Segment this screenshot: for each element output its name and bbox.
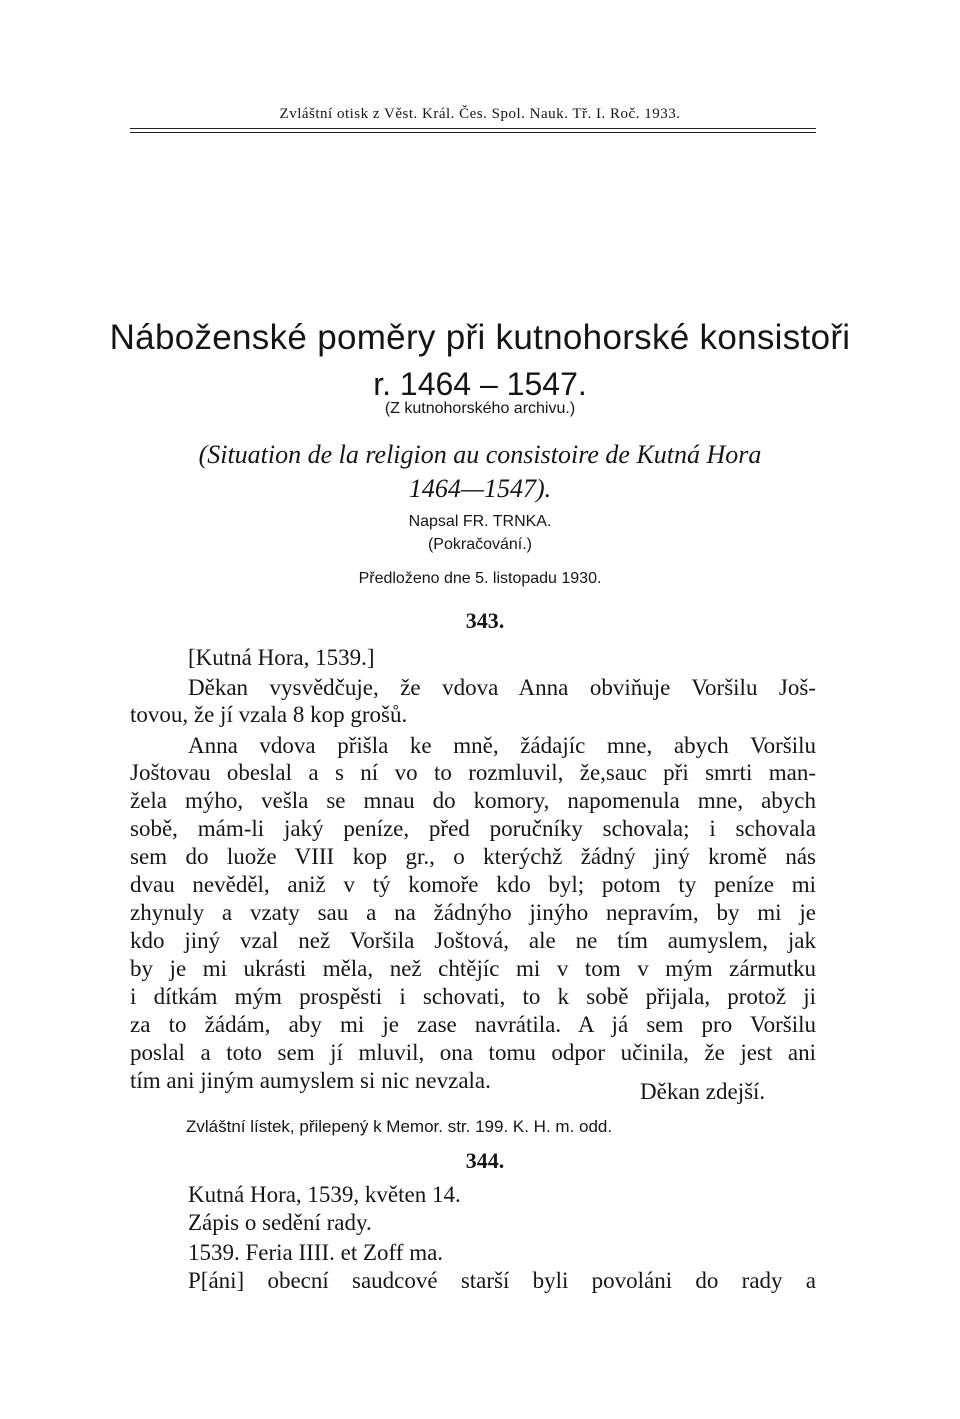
body-line-9: by je mi ukrásti měla, než chtějíc mi v tom v mým zármutku (130, 956, 816, 981)
offprint-note: Zvláštní otisk z Věst. Král. Čes. Spol. Nauk. Tř. I. Roč. 1933. (279, 106, 681, 122)
body-line-6: dvau nevěděl, aniž v tý komoře kdo byl; potom ty peníze mi (130, 872, 816, 897)
body-line-13: tím ani jiným aumyslem si nic nevzala. (130, 1068, 491, 1093)
body-line-11: za to žádám, aby mi je zase navrátila. A já sem pro Voršilu (130, 1012, 816, 1037)
french-title: (Situation de la religion au consistoire de Kutná Hora (198, 440, 762, 469)
author-line: Napsal FR. TRNKA. (408, 513, 552, 530)
header-rule-bottom (130, 132, 816, 133)
text-line-344: P[áni] obecní saudcové starší byli povoláni do rady a (188, 1268, 816, 1293)
record-title-344: Zápis o sedění rady. (188, 1210, 372, 1235)
body-line-1: Anna vdova přišla ke mně, žádajíc mne, abych Voršilu (188, 733, 816, 758)
article-title-years: r. 1464 – 1547. (373, 366, 587, 402)
header-rule-top (130, 128, 816, 129)
continuation-note: (Pokračování.) (427, 536, 533, 553)
source-note-343: Zvláštní lístek, přilepený k Memor. str. 199. K. H. m. odd. (186, 1117, 613, 1136)
signature-dean: Děkan zdejší. (640, 1079, 766, 1104)
body-line-3: žela mýho, vešla se mnau do komory, napomenula mne, abych (130, 788, 816, 813)
presented-date: Předloženo dne 5. listopadu 1930. (358, 570, 602, 587)
place-date-344: Kutná Hora, 1539, květen 14. (188, 1182, 461, 1207)
body-line-5: sem do luože VIII kop gr., o kterýchž žádný jiný kromě nás (130, 844, 816, 869)
french-title-years: 1464—1547). (408, 474, 552, 503)
body-line-4: sobě, mám-li jaký peníze, před poručníky schovala; i schovala (130, 816, 816, 841)
place-date-343: [Kutná Hora, 1539.] (188, 645, 375, 670)
document-number-343: 343. (465, 608, 505, 633)
body-line-7: zhynuly a vzaty sau a na žádnýho jinýho nepravím, by mi je (130, 900, 816, 925)
date-line-344: 1539. Feria IIII. et Zoff ma. (188, 1240, 444, 1265)
document-number-344: 344. (465, 1148, 505, 1173)
body-line-10: i dítkám mým prospěsti i schovati, to k sobě přijala, protož ji (130, 984, 816, 1009)
article-title: Náboženské poměry při kutnohorské konsistoři (109, 318, 851, 357)
summary-line-2: tovou, že jí vzala 8 kop grošů. (130, 702, 408, 727)
summary-line-1: Děkan vysvědčuje, že vdova Anna obviňuje Voršilu Još- (188, 675, 816, 700)
body-line-2: Joštovau obeslal a s ní vo to rozmluvil, že,sauc při smrti man- (130, 760, 816, 785)
archive-source: (Z kutnohorského archivu.) (384, 400, 576, 417)
body-line-12: poslal a toto sem jí mluvil, ona tomu odpor učinila, že jest ani (130, 1040, 816, 1065)
body-line-8: kdo jiný vzal než Voršila Joštová, ale ne tím aumyslem, jak (130, 928, 816, 953)
